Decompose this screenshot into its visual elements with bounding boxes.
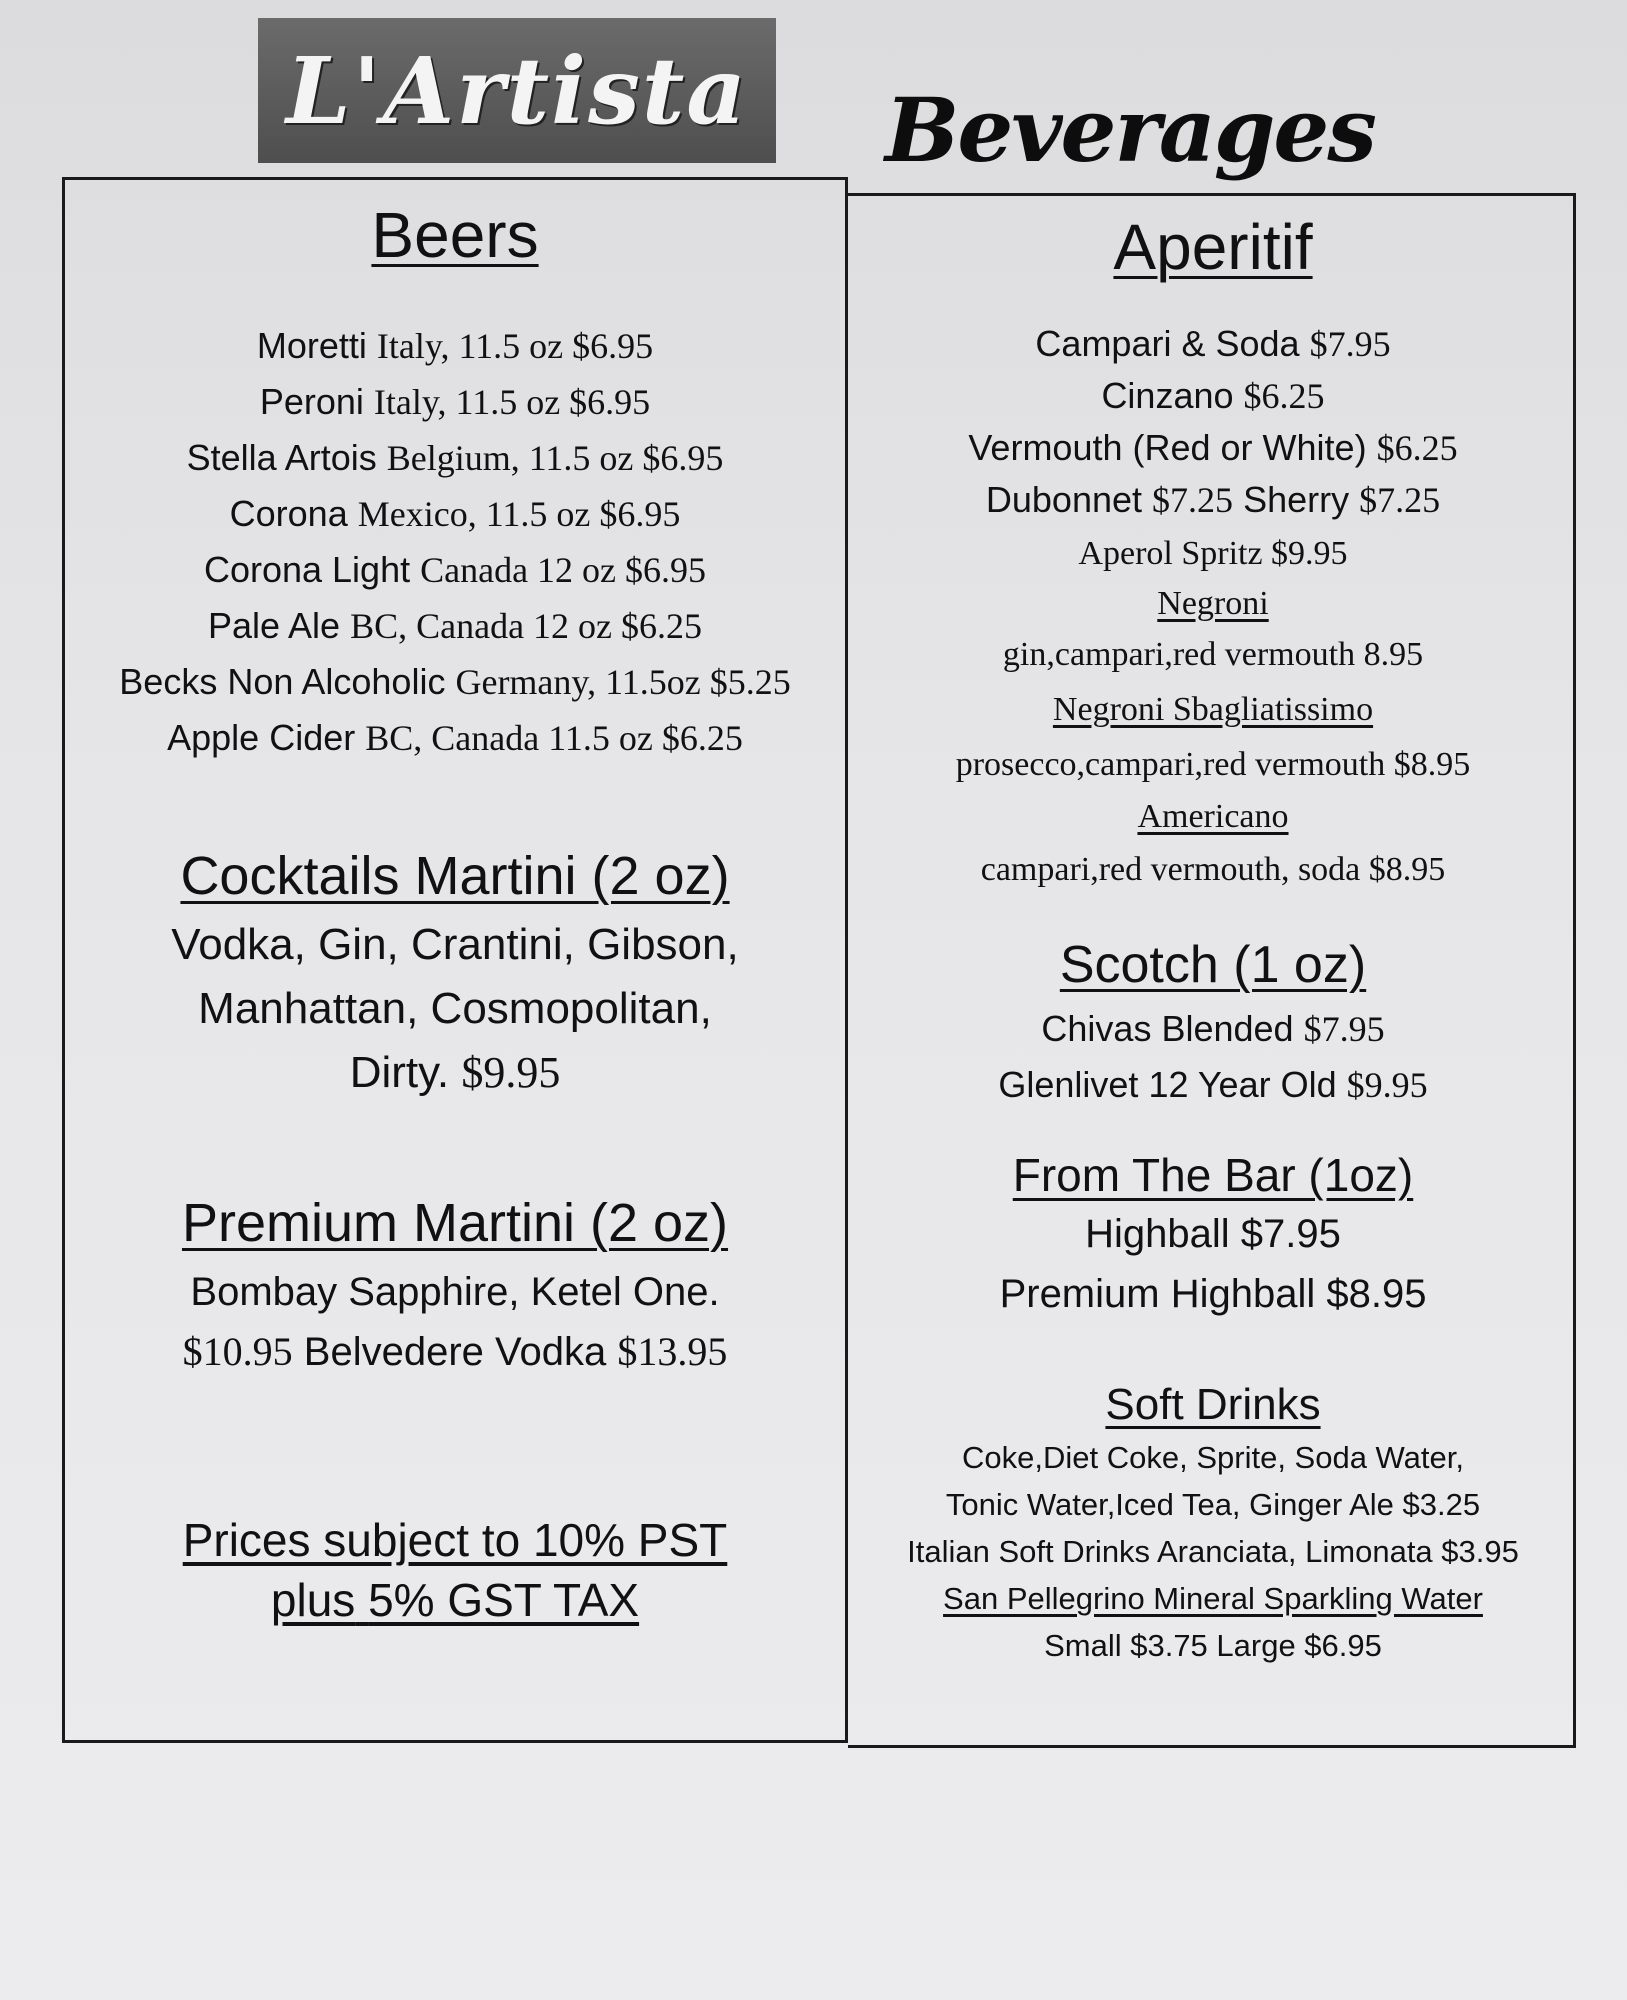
aperitif-section (850, 210, 1576, 284)
soft-drinks-line: Italian Soft Drinks Aranciata, Limonata $3.95 (907, 1534, 1519, 1569)
pellegrino-title: San Pellegrino Mineral Sparkling Water (943, 1581, 1483, 1616)
cocktails-section (62, 845, 848, 1105)
beer-item: Stella Artois Belgium, 11.5 oz $6.95 (186, 437, 724, 478)
americano-desc: campari,red vermouth, soda $8.95 (980, 851, 1446, 888)
restaurant-logo (258, 18, 776, 163)
negroni-desc: gin,campari,red vermouth 8.95 (1002, 636, 1424, 673)
soft-drinks-line: Tonic Water,Iced Tea, Ginger Ale $3.25 (945, 1487, 1481, 1522)
soft-drinks-section (850, 1380, 1576, 1669)
tax-notice (62, 1510, 848, 1630)
aperitif-title: Aperitif (1113, 211, 1313, 283)
beer-item: Becks Non Alcoholic Germany, 11.5oz $5.25 (119, 661, 791, 702)
beer-item: Pale Ale BC, Canada 12 oz $6.25 (207, 605, 703, 646)
aperitif-list (850, 318, 1576, 897)
negroni-title: Negroni (1157, 585, 1269, 622)
menu-heading: Beverages (885, 78, 1375, 182)
beers-title: Beers (371, 199, 539, 271)
beer-item: Corona Light Canada 12 oz $6.95 (203, 549, 707, 590)
bar-section (850, 1148, 1576, 1324)
americano-title: Americano (1137, 798, 1289, 835)
beer-item: Moretti Italy, 11.5 oz $6.95 (256, 325, 654, 366)
bar-title: From The Bar (1oz) (1012, 1149, 1414, 1201)
soft-drinks-line: Coke,Diet Coke, Sprite, Soda Water, (962, 1440, 1464, 1475)
cocktails-line: Manhattan, Cosmopolitan, (198, 984, 712, 1033)
beers-list (62, 318, 848, 766)
aperitif-item: Vermouth (Red or White) $6.25 (968, 427, 1458, 468)
logo-text: L'Artista (285, 36, 749, 145)
bar-item: Highball $7.95 (1085, 1212, 1341, 1256)
beer-item: Corona Mexico, 11.5 oz $6.95 (229, 493, 681, 534)
beer-item: Peroni Italy, 11.5 oz $6.95 (259, 381, 651, 422)
premium-section (62, 1192, 848, 1382)
scotch-item: Chivas Blended $7.95 (1041, 1008, 1385, 1049)
sbagliato-desc: prosecco,campari,red vermouth $8.95 (955, 746, 1471, 783)
beer-item: Apple Cider BC, Canada 11.5 oz $6.25 (167, 717, 743, 758)
aperitif-item: Campari & Soda $7.95 (1035, 323, 1391, 364)
aperitif-item: Cinzano $6.25 (1101, 375, 1325, 416)
scotch-title: Scotch (1 oz) (1059, 936, 1367, 994)
tax-line-2: plus 5% GST TAX (270, 1574, 640, 1626)
beers-section (62, 198, 848, 272)
scotch-item: Glenlivet 12 Year Old $9.95 (998, 1064, 1428, 1105)
cocktails-line: Dirty. $9.95 (349, 1048, 561, 1097)
pellegrino-prices: Small $3.75 Large $6.95 (1044, 1628, 1382, 1663)
premium-line: $10.95 Belvedere Vodka $13.95 (182, 1329, 728, 1374)
cocktails-line: Vodka, Gin, Crantini, Gibson, (171, 920, 739, 969)
scotch-section (850, 935, 1576, 1113)
sbagliato-title: Negroni Sbagliatissimo (1052, 691, 1374, 728)
premium-line: Bombay Sapphire, Ketel One. (190, 1270, 720, 1314)
aperitif-item: Aperol Spritz $9.95 (1078, 535, 1348, 572)
bar-item: Premium Highball $8.95 (999, 1272, 1427, 1316)
soft-drinks-title: Soft Drinks (1105, 1380, 1321, 1429)
premium-title: Premium Martini (2 oz) (181, 1193, 729, 1253)
cocktails-title: Cocktails Martini (2 oz) (180, 846, 730, 906)
aperitif-item: Dubonnet $7.25 Sherry $7.25 (985, 479, 1441, 520)
tax-line-1: Prices subject to 10% PST (182, 1514, 728, 1566)
